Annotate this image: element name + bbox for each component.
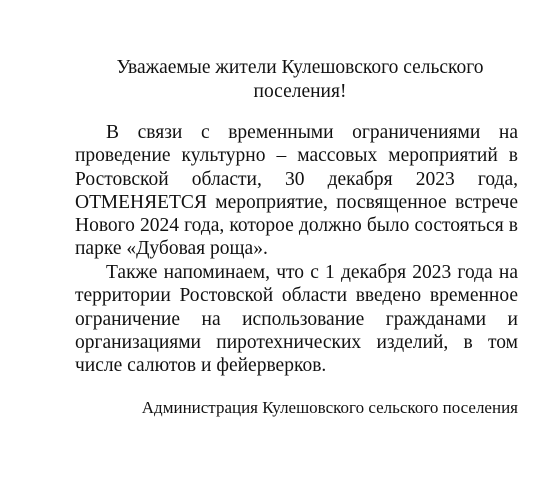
title-line-2: поселения! — [253, 81, 347, 102]
title-line-1: Уважаемые жители Кулешовского сельского — [116, 57, 484, 78]
announcement-title — [80, 56, 520, 104]
administration-signature: Администрация Кулешовского сельского поселения — [141, 398, 518, 417]
fireworks-restriction-paragraph: Также напоминаем, что с 1 декабря 2023 года на территории Ростовской области введено временное ограничение на использование гражданами и организациями пиротехнических изделий, в том числе салютов и фейерверков. — [75, 262, 518, 377]
cancellation-paragraph: В связи с временными ограничениями на проведение культурно – массовых мероприятий в Ростовской области, 30 декабря 2023 года, ОТМЕНЯЕТСЯ мероприятие, посвященное встрече Нового 2024 года, которое должно было состояться в парке «Дубовая роща». — [75, 122, 518, 260]
